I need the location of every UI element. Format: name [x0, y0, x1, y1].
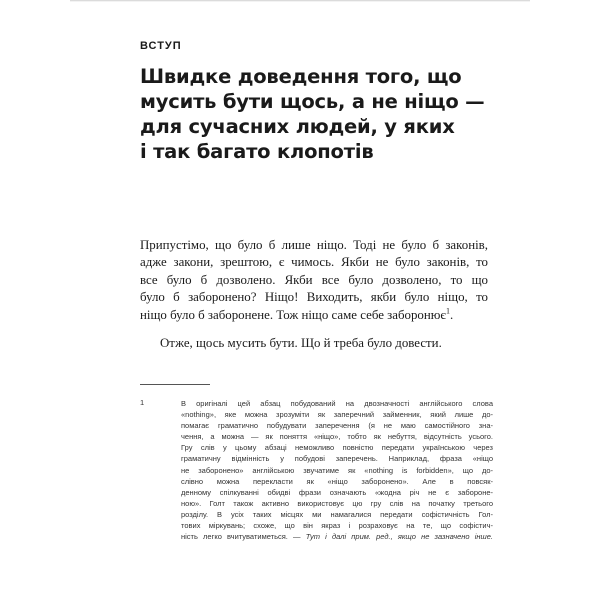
body-line-end: . [449, 307, 454, 322]
body-line: Припустімо, що було б лише ніщо. Тоді не було б законів, [140, 238, 488, 252]
editor-note: Тут і далі прим. ред., якщо не зазначено інше. [305, 532, 494, 542]
footnote-line-last: ність легко вчитуватиметься. — Тут і далі прим. ред., якщо не зазначено інше. [181, 532, 494, 542]
footnote-text [181, 398, 493, 542]
body-line: все було б дозволено. Якби все було дозволено, то що [140, 272, 488, 287]
footnote-line-text: ність легко вчитуватиметься. [181, 532, 288, 542]
footnote-line: денному спілкуванні обидві фрази означають «жодна річ не є заборонe- [181, 487, 493, 497]
chapter-title [140, 64, 490, 164]
footnote-line: чення, а можна — як поняття «ніщо», тобто як небуття, відсутність усього. [181, 432, 493, 442]
footnote-line: Гру слів у цьому абзаці неможливо повністю передати українською через [181, 443, 493, 453]
body-line-text: ніщо було б заборонене. Тож ніщо саме себе заборонює [140, 307, 446, 322]
chapter-title-line: мусить бути щось, а не ніщо — [140, 90, 485, 113]
footnote-line: тових міркувань; схоже, що він якраз і розраховує на те, що софістич- [181, 521, 493, 531]
chapter-title-line: Швидке доведення того, що [140, 65, 462, 88]
footnote-line: не заборонено» англійською звучатиме як «nothing is forbidden», що до- [181, 465, 493, 475]
footnote-reference[interactable]: 1 [445, 306, 450, 316]
section-label: ВСТУП [140, 40, 182, 52]
footnote-line: «nothing», яке можна зрозуміти як заперечний займенник, який лише до- [181, 410, 493, 420]
chapter-title-line: і так багато клопотів [140, 140, 374, 163]
footnote-line: ною». Голт також активно використовує цю гру слів на початку третього [181, 498, 493, 508]
footnote-line: слівно можна перекласти як «ніщо заборонено». Але в повсяк- [181, 476, 493, 486]
footnote-number: 1 [140, 398, 145, 407]
body-paragraph [140, 237, 488, 324]
footnote-line: розділу. В усіх таких місцях ми намагалися передати софістичність Гол- [181, 509, 493, 519]
body-line: адже закони, зрештою, є чимось. Якби не було законів, то [140, 255, 488, 270]
chapter-title-line: для сучасних людей, у яких [140, 115, 455, 138]
footnote-line: граматичну відмінність у побудові заперечень. Наприклад, фраза «ніщо [181, 454, 493, 464]
page-top-edge [70, 0, 530, 2]
conclusion-sentence: Отже, щось мусить бути. Що й треба було довести. [160, 336, 442, 350]
body-line-last [140, 307, 488, 324]
footnote-line: В оригіналі цей абзац побудований на двозначності англійського слова [181, 399, 493, 408]
footnote-line: помагає граматично побудувати заперечення (я не маю самостійного зна- [181, 421, 493, 431]
footnote-divider [140, 384, 210, 385]
body-line: було б заборонено? Ніщо! Виходить, якби було ніщо, то [140, 290, 488, 305]
